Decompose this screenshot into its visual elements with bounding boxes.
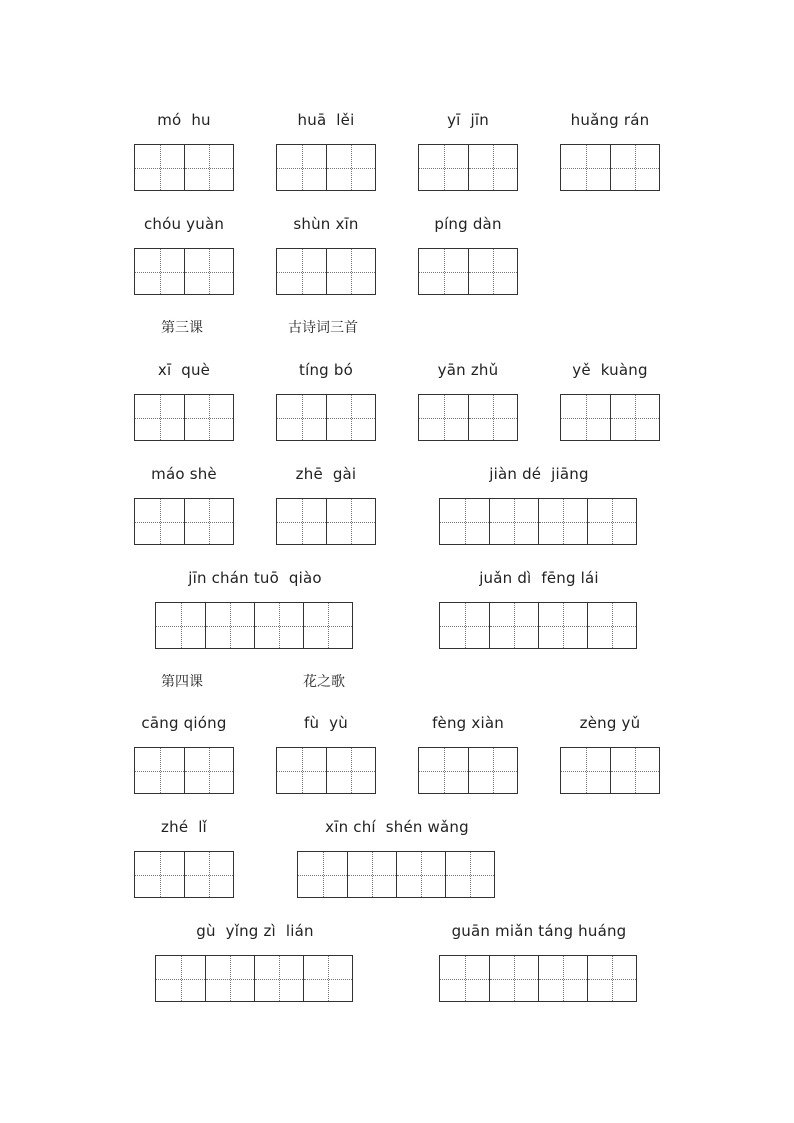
writing-grid[interactable]: [134, 498, 234, 545]
pinyin-label: jiàn dé jiāng: [489, 465, 589, 483]
writing-grid[interactable]: [276, 498, 376, 545]
char-cell[interactable]: [135, 852, 184, 897]
pinyin-label: zhé lǐ: [161, 818, 207, 836]
char-cell[interactable]: [184, 249, 233, 294]
char-cell[interactable]: [440, 603, 489, 648]
char-cell[interactable]: [419, 249, 468, 294]
char-cell[interactable]: [277, 145, 326, 190]
char-cell[interactable]: [277, 395, 326, 440]
writing-grid[interactable]: [560, 394, 660, 441]
writing-grid[interactable]: [134, 747, 234, 794]
writing-grid[interactable]: [276, 248, 376, 295]
pinyin-label: shùn xīn: [293, 215, 359, 233]
char-cell[interactable]: [277, 249, 326, 294]
char-cell[interactable]: [298, 852, 347, 897]
char-cell[interactable]: [326, 395, 375, 440]
writing-grid[interactable]: [418, 144, 518, 191]
pinyin-label: xī què: [157, 361, 211, 379]
char-cell[interactable]: [538, 499, 587, 544]
char-cell[interactable]: [277, 748, 326, 793]
writing-grid[interactable]: [560, 747, 660, 794]
writing-grid[interactable]: [560, 144, 660, 191]
char-cell[interactable]: [184, 145, 233, 190]
char-cell[interactable]: [156, 603, 205, 648]
char-cell[interactable]: [347, 852, 396, 897]
char-cell[interactable]: [184, 499, 233, 544]
writing-grid[interactable]: [276, 144, 376, 191]
char-cell[interactable]: [396, 852, 445, 897]
pinyin-label: gù yǐng zì lián: [196, 922, 314, 940]
writing-grid[interactable]: [418, 394, 518, 441]
char-cell[interactable]: [303, 603, 352, 648]
writing-grid[interactable]: [134, 851, 234, 898]
pinyin-label: jīn chán tuō qiào: [188, 569, 322, 587]
pinyin-label: guān miǎn táng huáng: [451, 922, 627, 940]
char-cell[interactable]: [440, 499, 489, 544]
char-cell[interactable]: [610, 145, 659, 190]
pinyin-label: xīn chí shén wǎng: [325, 818, 469, 836]
char-cell[interactable]: [326, 748, 375, 793]
lesson-label: 第三课: [161, 320, 203, 336]
char-cell[interactable]: [205, 956, 254, 1001]
char-cell[interactable]: [184, 748, 233, 793]
char-cell[interactable]: [277, 499, 326, 544]
writing-grid[interactable]: [276, 394, 376, 441]
pinyin-label: zhē gài: [295, 465, 357, 483]
writing-grid[interactable]: [276, 747, 376, 794]
pinyin-label: píng dàn: [434, 215, 502, 233]
pinyin-label: cāng qióng: [141, 714, 227, 732]
writing-grid[interactable]: [439, 602, 637, 649]
char-cell[interactable]: [489, 603, 538, 648]
char-cell[interactable]: [184, 852, 233, 897]
writing-grid[interactable]: [297, 851, 495, 898]
char-cell[interactable]: [156, 956, 205, 1001]
lesson-title: 古诗词三首: [288, 320, 358, 336]
pinyin-label: máo shè: [151, 465, 217, 483]
char-cell[interactable]: [135, 249, 184, 294]
writing-grid[interactable]: [134, 394, 234, 441]
writing-grid[interactable]: [134, 248, 234, 295]
writing-grid[interactable]: [418, 747, 518, 794]
pinyin-label: yī jīn: [447, 111, 489, 129]
pinyin-label: huā lěi: [297, 111, 355, 129]
char-cell[interactable]: [489, 956, 538, 1001]
pinyin-label: juǎn dì fēng lái: [479, 569, 599, 587]
writing-grid[interactable]: [134, 144, 234, 191]
char-cell[interactable]: [538, 956, 587, 1001]
pinyin-label: fù yù: [304, 714, 348, 732]
writing-grid[interactable]: [418, 248, 518, 295]
pinyin-label: mó hu: [157, 111, 211, 129]
char-cell[interactable]: [303, 956, 352, 1001]
char-cell[interactable]: [610, 395, 659, 440]
char-cell[interactable]: [135, 395, 184, 440]
char-cell[interactable]: [326, 499, 375, 544]
char-cell[interactable]: [610, 748, 659, 793]
char-cell[interactable]: [135, 145, 184, 190]
char-cell[interactable]: [561, 145, 610, 190]
pinyin-label: huǎng rán: [570, 111, 650, 129]
lesson-title: 花之歌: [303, 674, 345, 690]
char-cell[interactable]: [561, 395, 610, 440]
char-cell[interactable]: [445, 852, 494, 897]
char-cell[interactable]: [468, 249, 517, 294]
char-cell[interactable]: [419, 395, 468, 440]
char-cell[interactable]: [205, 603, 254, 648]
writing-grid[interactable]: [155, 602, 353, 649]
char-cell[interactable]: [468, 748, 517, 793]
char-cell[interactable]: [440, 956, 489, 1001]
char-cell[interactable]: [419, 145, 468, 190]
char-cell[interactable]: [254, 603, 303, 648]
char-cell[interactable]: [326, 145, 375, 190]
char-cell[interactable]: [468, 395, 517, 440]
pinyin-label: tíng bó: [299, 361, 353, 379]
char-cell[interactable]: [587, 603, 636, 648]
pinyin-label: chóu yuàn: [143, 215, 225, 233]
char-cell[interactable]: [468, 145, 517, 190]
pinyin-label: yě kuàng: [572, 361, 648, 379]
char-cell[interactable]: [254, 956, 303, 1001]
char-cell[interactable]: [135, 499, 184, 544]
pinyin-label: zèng yǔ: [579, 714, 641, 732]
writing-grid[interactable]: [439, 955, 637, 1002]
char-cell[interactable]: [587, 499, 636, 544]
char-cell[interactable]: [419, 748, 468, 793]
pinyin-label: fèng xiàn: [432, 714, 504, 732]
lesson-label: 第四课: [161, 674, 203, 690]
char-cell[interactable]: [561, 748, 610, 793]
char-cell[interactable]: [538, 603, 587, 648]
char-cell[interactable]: [135, 748, 184, 793]
writing-grid[interactable]: [155, 955, 353, 1002]
char-cell[interactable]: [587, 956, 636, 1001]
writing-grid[interactable]: [439, 498, 637, 545]
pinyin-label: yān zhǔ: [437, 361, 499, 379]
char-cell[interactable]: [489, 499, 538, 544]
char-cell[interactable]: [326, 249, 375, 294]
char-cell[interactable]: [184, 395, 233, 440]
